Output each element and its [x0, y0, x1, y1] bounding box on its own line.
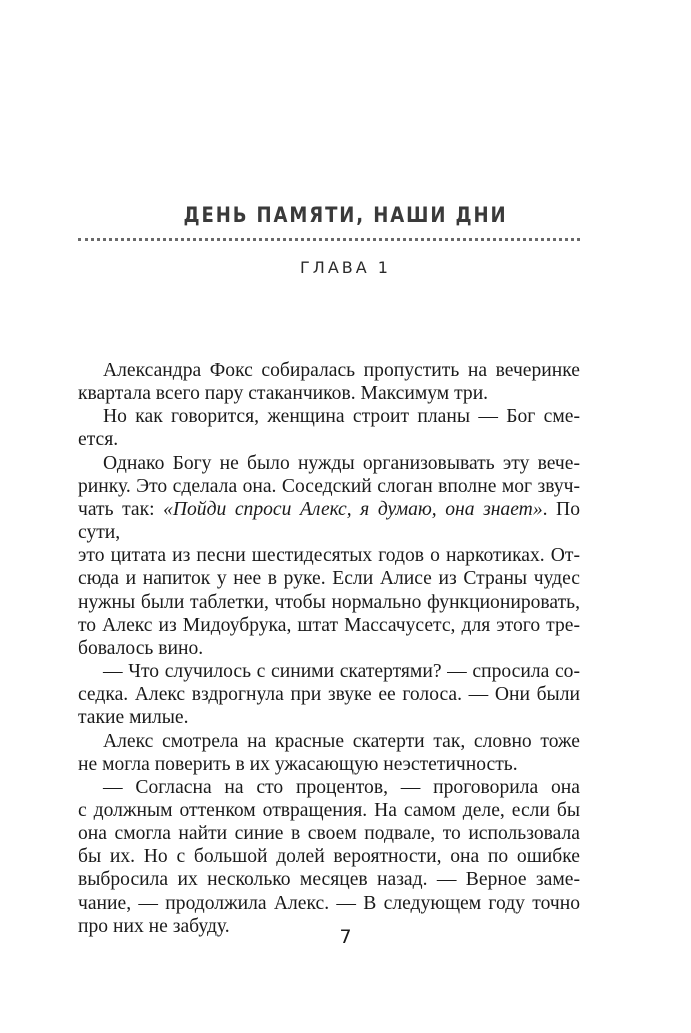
text-line: нужны были таблетки, чтобы нормально функционировать, [78, 591, 580, 613]
text-line: сюда и напиток у нее в руке. Если Алисе из Страны чудес [78, 568, 580, 590]
text-line: не могла поверить в их ужасающую неэстетичность. [78, 753, 518, 775]
page-number: 7 [339, 926, 352, 948]
text-line: с должным оттенком отвращения. На самом деле, если бы [78, 799, 580, 821]
text-line: бовалось вино. [78, 637, 204, 659]
text-line: Алекс смотрела на красные скатерти так, словно тоже [103, 730, 580, 752]
text-line: седка. Алекс вздрогнула при звуке ее голоса. — Они были [78, 684, 580, 706]
text-line: Александра Фокс собиралась пропустить на вечеринке [103, 360, 580, 381]
text-line: Однако Богу не было нужды организовывать эту вече- [103, 452, 580, 474]
text-line: бы их. Но с большой долей вероятности, она по ошибке [78, 846, 580, 868]
text-line: — Что случилось с синими скатертями? — спросила со- [103, 661, 580, 683]
text-line: она смогла найти синие в своем подвале, то использовала [78, 823, 580, 845]
text-line: выбросила их несколько месяцев назад. — Верное заме- [78, 869, 580, 891]
text-line: это цитата из песни шестидесятых годов о наркотиках. От- [78, 545, 580, 567]
text-line: ется. [78, 429, 119, 451]
chapter-number: ГЛАВА 1 [300, 258, 391, 277]
song-quote: «Пойди спроси Алекс, я думаю, она знает» [163, 498, 543, 520]
text-line: про них не забуду. [78, 915, 230, 937]
body-text [78, 359, 580, 938]
text-line-with-quote: чать так: «Пойди спроси Алекс, я думаю, она знает». По сути, [78, 498, 580, 544]
text-line: чание, — продолжила Алекс. — В следующем году точно [78, 892, 580, 914]
dotted-divider [78, 238, 580, 241]
text-line: квартала всего пару стаканчиков. Максимум три. [78, 383, 489, 405]
text-line: Но как говорится, женщина строит планы — Бог сме- [103, 406, 580, 428]
text-line: то Алекс из Мидоубрука, штат Массачусетс, для этого тре- [78, 614, 580, 636]
text-line: ринку. Это сделала она. Соседский слоган вполне мог звуч- [78, 475, 580, 497]
text-line: такие милые. [78, 707, 189, 729]
chapter-title: ДЕНЬ ПАМЯТИ, НАШИ ДНИ [183, 203, 508, 227]
text-line: — Согласна на сто процентов, — проговорила она [103, 776, 580, 798]
